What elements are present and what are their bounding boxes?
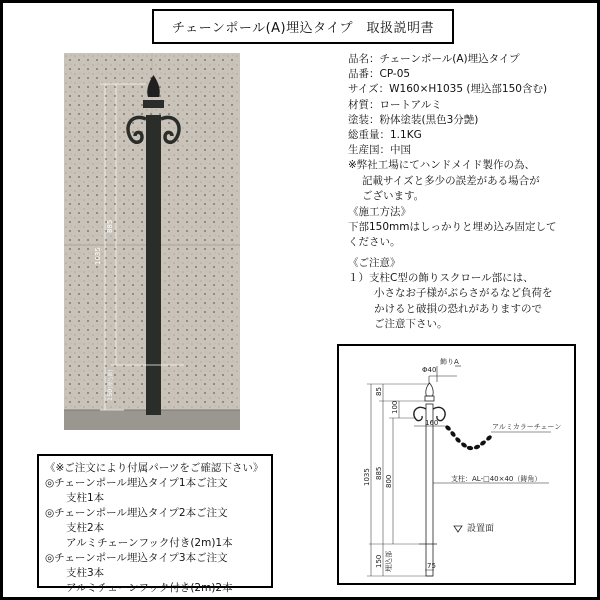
caution-line: ご注意下さい。	[374, 317, 448, 330]
photo-dim-buried: 150(埋込部)	[106, 369, 114, 401]
drawing-dim-150: 150	[375, 554, 383, 568]
drawing-dim-885: 885	[375, 466, 383, 480]
dimension-drawing-svg	[339, 346, 574, 583]
product-photo	[64, 53, 240, 430]
photo-dim-above: 885	[106, 219, 114, 233]
dimension-drawing	[337, 344, 576, 585]
drawing-finial-icon	[426, 383, 433, 396]
caution-line: １）支柱C型の飾りスクロール部には、	[348, 272, 534, 285]
spec-line: 生産国：中国	[348, 144, 411, 157]
install-heading: 《施工方法》	[348, 206, 411, 218]
spec-line: 塗装：粉体塗装(黒色3分艶)	[348, 113, 479, 126]
pole-post	[146, 115, 161, 415]
drawing-chain-label: アルミカラーチェーン	[492, 423, 562, 431]
spec-list	[348, 52, 593, 204]
drawing-dim-100: 100	[391, 400, 399, 414]
spec-note: ございます。	[362, 189, 425, 202]
install-line: 下部150mmはしっかりと埋め込み固定して	[348, 221, 557, 234]
drawing-finial-dim: Φ40	[422, 366, 437, 374]
order-line: 支柱1本	[66, 492, 105, 504]
drawing-dim-160: 160	[425, 419, 439, 427]
drawing-dim-85: 85	[375, 387, 383, 396]
order-line: 支柱3本	[66, 567, 105, 579]
caution-line: 小さなお子様がぶらさがるなど負荷を	[374, 287, 553, 300]
photo-dim-total: 1035	[94, 247, 102, 265]
spec-line: 材質：ロートアルミ	[348, 98, 442, 111]
order-line: アルミチェーンフック付き(2m)1本	[66, 537, 233, 549]
install-line: ください。	[348, 236, 401, 249]
spec-note: 記載サイズと多少の誤差がある場合が	[362, 174, 540, 187]
order-heading: 《※ご注文により付属パーツをご確認下さい》	[45, 462, 264, 474]
drawing-dim-1035: 1035	[363, 468, 371, 486]
spec-line: サイズ：W160×H1035 (埋込部150含む)	[348, 83, 548, 96]
caution-heading: 《ご注意》	[348, 257, 401, 269]
order-line: ◎チェーンポール埋込タイプ3本ご注文	[45, 552, 228, 564]
drawing-post	[426, 404, 433, 576]
order-parts-box	[37, 454, 273, 594]
page-title: チェーンポール(A)埋込タイプ 取扱説明書	[152, 9, 454, 44]
product-photo-drawing	[64, 53, 240, 430]
ground-marker-icon	[454, 526, 462, 532]
caution-line: かけると破損の恐れがありますので	[374, 302, 542, 315]
chain-icon	[444, 424, 493, 450]
drawing-ground-label: 設置面	[467, 524, 495, 534]
caution-section	[348, 256, 593, 332]
drawing-post-label: 支柱：AL-□40×40（鋳角）	[451, 475, 542, 483]
drawing-finial-label: 飾りA	[440, 358, 459, 366]
spec-line: 品番：CP-05	[348, 68, 411, 81]
spec-line: 品名：チェーンポール(A)埋込タイプ	[348, 53, 520, 65]
drawing-dim-buried: 埋込部	[385, 551, 393, 572]
drawing-dim-75: 75	[427, 562, 436, 570]
order-line: ◎チェーンポール埋込タイプ1本ご注文	[45, 477, 228, 489]
spec-line: 総重量：1.1KG	[348, 129, 422, 142]
install-section	[348, 205, 593, 251]
spec-note: ※弊社工場にてハンドメイド製作の為、	[348, 159, 535, 172]
drawing-dim-800: 800	[385, 474, 393, 488]
order-line: アルミチェーンフック付き(2m)2本	[66, 582, 233, 594]
order-line: 支柱2本	[66, 522, 105, 534]
order-line: ◎チェーンポール埋込タイプ2本ご注文	[45, 507, 228, 519]
